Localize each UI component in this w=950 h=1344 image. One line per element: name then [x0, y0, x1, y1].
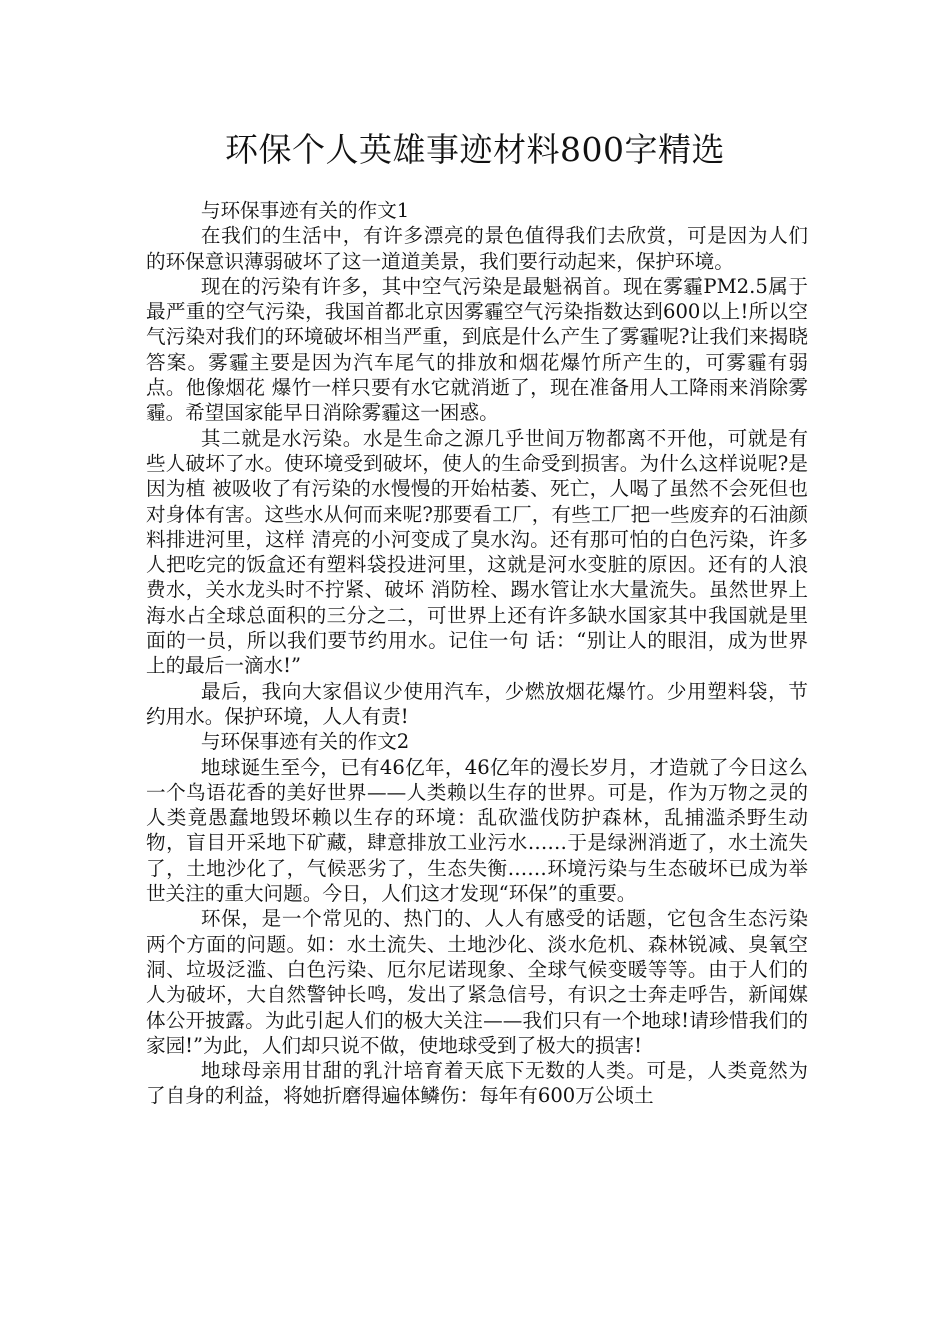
paragraph: 地球母亲用甘甜的乳汁培育着天底下无数的人类。可是，人类竟然为了自身的利益，将她折磨得遍体鳞伤：每年有600万公顷土 [146, 1059, 808, 1108]
paragraph: 环保，是一个常见的、热门的、人人有感受的话题，它包含生态污染两个方面的问题。如：水土流失、土地沙化、淡水危机、森林锐减、臭氧空洞、垃圾泛滥、白色污染、厄尔尼诺现象、全球气候变暖等等。由于人们的人为破坏，大自然警钟长鸣，发出了紧急信号，有识之士奔走呼告，新闻媒体公开披露。为此引起人们的极大关注——我们只有一个地球!请珍惜我们的家园!”为此，人们却只说不做，使地球受到了极大的损害! [146, 907, 808, 1057]
section-heading-1: 与环保事迹有关的作文1 [200, 199, 410, 222]
paragraph: 现在的污染有许多，其中空气污染是最魁祸首。现在雾霾PM2.5属于最严重的空气污染，我国首都北京因雾霾空气污染指数达到600以上!所以空 气污染对我们的环境破坏相当严重，到底是什么产生了雾霾呢?让我们来揭晓答案。雾霾主要是因为汽车尾气的排放和烟花爆竹所产生的，可雾霾有弱点。他像烟花 爆竹一样只要有水它就消逝了，现在准备用人工降雨来消除雾霾。希望国家能早日消除雾霾这一困惑。 [146, 274, 808, 425]
document-body [146, 198, 808, 1109]
document-title: 环保个人英雄事迹材料800字精选 [225, 130, 725, 169]
paragraph: 最后，我向大家倡议少使用汽车，少燃放烟花爆竹。少用塑料袋，节约用水。保护环境，人人有责! [146, 679, 808, 728]
paragraph: 在我们的生活中，有许多漂亮的景色值得我们去欣赏，可是因为人们的环保意识薄弱破坏了这一道道美景，我们要行动起来，保护环境。 [146, 224, 808, 273]
paragraph: 地球诞生至今，已有46亿年，46亿年的漫长岁月，才造就了今日这么一个鸟语花香的美好世界——人类赖以生存的世界。可是，作为万物之灵的人类竟愚蠢地毁坏赖以生存的环境：乱砍滥伐防护森林，乱捕滥杀野生动物，盲目开采地下矿藏，肆意排放工业污水……于是绿洲消逝了，水土流失了，土地沙化了，气候恶劣了，生态失衡……环境污染与生态破坏已成为举世关注的重大问题。今日，人们这才发现“环保”的重要。 [146, 755, 808, 906]
paragraph: 其二就是水污染。水是生命之源几乎世间万物都离不开他，可就是有些人破坏了水。使环境受到破坏，使人的生命受到损害。为什么这样说呢?是因为植 被吸收了有污染的水慢慢的开始枯萎、死亡，人喝了虽然不会死但也对身体有害。这些水从何而来呢?那要看工厂，有些工厂把一些废弃的石油颜料排进河里，这样 清亮的小河变成了臭水沟。还有那可怕的白色污染，许多人把吃完的饭盒还有塑料袋投进河里，这就是河水变脏的原因。还有的人浪费水，关水龙头时不拧紧、破坏 消防栓、踢水管让水大量流失。虽然世界上海水占全球总面积的三分之二，可世界上还有许多缺水国家其中我国就是里面的一员，所以我们要节约用水。记住一句 话：“别让人的眼泪，成为世界上的最后一滴水!” [146, 426, 808, 678]
section-heading-2: 与环保事迹有关的作文2 [200, 730, 410, 754]
